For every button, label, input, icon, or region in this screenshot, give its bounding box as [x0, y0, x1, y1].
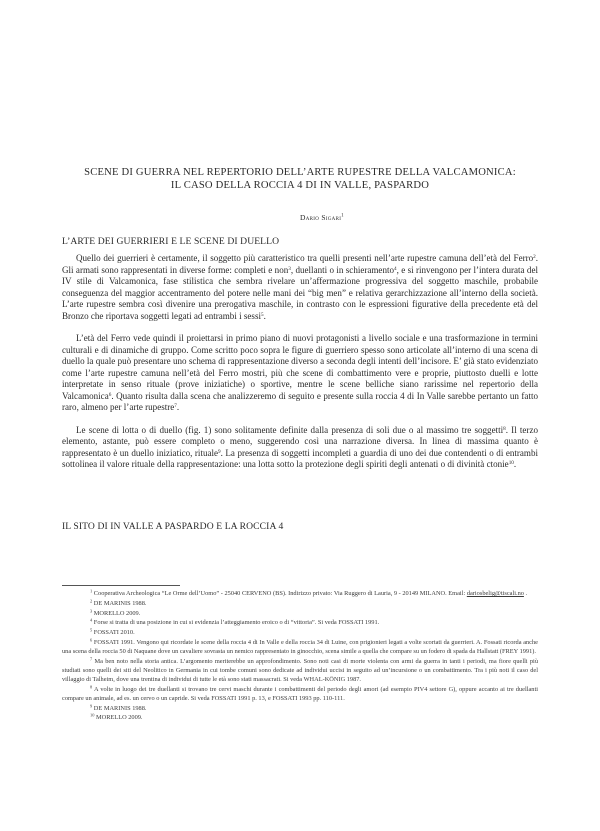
footnote-4: $^4$ Forse si tratta di una posizione in cui si evidenzia l’atteggiamento eroico o di “vittoria”. Si veda FOSSATI 1991. [90, 617, 380, 627]
footnote-9: $^9$ DE MARINIS 1988. [90, 703, 147, 712]
footnote-ref[interactable]: 9 [218, 448, 221, 455]
footnote-divider [62, 585, 180, 586]
footnote-ref[interactable]: 3 [288, 265, 291, 272]
body-text [62, 253, 538, 471]
footnote-ref[interactable]: 2 [533, 254, 536, 260]
article-title [0, 166, 600, 192]
author-name: Dario Sigari [300, 213, 342, 222]
footnote-ref[interactable]: 5 [260, 311, 264, 318]
footnote-6: $^6$ FOSSATI 1991. Vengono qui ricordate le scene della roccia 4 di In Valle e della roccia 34 di Luine, con prigionieri legati a volte scortati da guerrieri. A. Fossati ricorda anche una scena della roccia 50 di Naquane dove un cavaliere sovrasta un nemico rappresentato in ginocchio, scena simile a quella che compare su un fodero di spada da Hallstatt (FREY 1991). [62, 637, 538, 655]
author-line [300, 213, 344, 222]
title-line-1: SCENE DI GUERRA NEL REPERTORIO DELL’ARTE RUPESTRE DELLA VALCAMONICA: [84, 167, 516, 178]
email-link[interactable]: dariosbelig@tiscali.no [466, 590, 524, 597]
title-line-2: IL CASO DELLA ROCCIA 4 DI IN VALLE, PASPARDO [170, 180, 430, 191]
footnote-2: $^2$ DE MARINIS 1988. [90, 598, 147, 607]
footnote-ref[interactable]: 8 [503, 425, 506, 432]
footnote-ref[interactable]: 7 [174, 403, 177, 410]
footnote-10: $^{10}$ MORELLO 2009. [90, 712, 143, 722]
footnote-5: $^5$ FOSSATI 2010. [90, 627, 135, 636]
paragraph-2: L’età del Ferro vede quindi il proiettarsi in primo piano di nuovi protagonisti a livello sociale e una trasformazione in termini culturali e di dinamiche di gruppo. Come scritto poco sopra le figure di guerriero spesso sono articolate all’interno di una scena di duello la quale può presentare uno schema di rappresentazione diverso a seconda degli intenti dell’incisore. E’ già stato evidenziato come l’arte rupestre camuna nell’età del Ferro mostri, più che scene di combattimento vere e proprie, piuttosto duelli e lotte interpretate in senso rituale (prove iniziatiche) o sportive, mentre le scene belliche siano rarissime nel repertorio della Valcamonica$^6$. Quanto risulta dalla scena che analizzeremo di seguito e presente sulla roccia 4 di In Valle sarebbe pertanto un fatto raro, almeno per l’arte rupestre$^7$. [62, 333, 538, 413]
footnote-ref[interactable]: 10 [508, 460, 514, 467]
author-footnote-mark[interactable]: 1 [341, 213, 344, 219]
footnote-ref[interactable]: 4 [394, 265, 397, 272]
footnotes [62, 589, 538, 723]
paragraph-1: Quello dei guerrieri è certamente, il soggetto più caratteristico tra quelli presenti nell’arte rupestre camuna dell’età del Ferro$^2$. Gli armati sono rappresentati in diverse forme: completi e non$^3$, duellanti o in schieramento$^4$, e si rinvengono per l’intera durata del IV stile di Valcamonica, fase stilistica che sembra rivelare un’affermazione progressiva del soggetto maschile, probabile conseguenza del maggior accentramento del potere nelle mani dei “big men” e relativa gerarchizzazione all’interno della società. L’arte rupestre sembra così divenire una prerogativa maschile, in contrasto con le espressioni figurative della precedente età del Bronzo che riportava soggetti legati ad entrambi i sessi$^5$. [62, 253, 538, 321]
paragraph-3: Le scene di lotta o di duello (fig. 1) sono solitamente definite dalla presenza di soli due o al massimo tre soggetti$^8$. Il terzo elemento, astante, può essere completo o meno, suggerendo così una narrazione diversa. In linea di massima quanto è rappresentato è un duello iniziatico, rituale$^9$. La presenza di soggetti incompleti a guardia di uno dei due contendenti o di entrambi sottolinea il valore rituale della rappresentazione: una lotta sotto la protezione degli spiriti degli antenati o di divinità ctonie$^{10}$. [62, 424, 538, 470]
section-heading-site: IL SITO DI IN VALLE A PASPARDO E LA ROCCIA 4 [62, 521, 284, 532]
footnote-8: $^8$ A volte in luogo dei tre duellanti si trovano tre cervi maschi durante i combattimenti del periodo degli amori (ad esempio PIV4 settore G), oppure accanto ai tre duellanti compare un animale, ad es. un cervo o un capride. Si veda FOSSATI 1991 p. 13, e FOSSATI 1993 pp. 110-111. [62, 684, 538, 702]
footnote-3: $^3$ MORELLO 2009. [90, 608, 141, 617]
section-heading-duels: L’ARTE DEI GUERRIERI E LE SCENE DI DUELLO [62, 236, 280, 247]
footnote-ref[interactable]: 6 [108, 391, 112, 398]
footnote-7: $^7$ Ma ben noto nella storia antica. L’argomento meriterebbe un approfondimento. Sono noti casi di morte violenta con armi da guerra in tanti i periodi, ma fiore quelli più studiati sono quelli dei siti del Neolitico in Germania in cui tombe comuni sono dedicate ad individui uccisi in seguito ad un’incursione o un combattimento. Tra i più noti il caso del villaggio di Talheim, dove una trentina di individui di tutte le età sono stati massacrati. Si veda WHAL-KÖNIG 1987. [62, 656, 538, 683]
footnote-1: $^1$ Cooperativa Archeologica “Le Orme dell’Uomo” - 25040 CERVENO (BS). Indirizzo privato: Via Ruggero di Lauria, 9 - 20149 MILANO. Email: dariosbelig@tiscali.no . [90, 588, 528, 597]
